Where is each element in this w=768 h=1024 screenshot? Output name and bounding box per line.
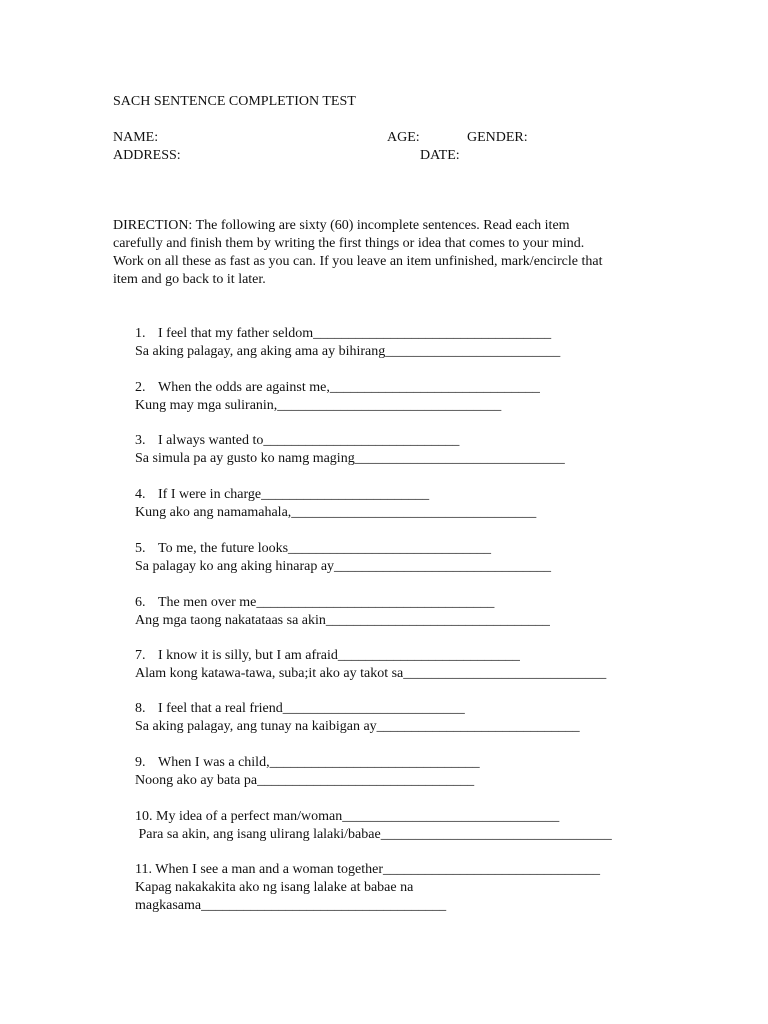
name-label: NAME: xyxy=(113,130,159,145)
list-item xyxy=(135,486,695,522)
item-english xyxy=(135,325,695,343)
item-english xyxy=(135,808,695,826)
direction-line: DIRECTION: The following are sixty (60) incomplete sentences. Read each item xyxy=(113,218,570,233)
item-tagalog: Sa simula pa ay gusto ko namg maging______________________________ xyxy=(135,451,565,466)
list-item xyxy=(135,432,695,468)
list-item xyxy=(135,700,695,736)
item-english-text: I know it is silly, but I am afraid__________________________ xyxy=(158,648,520,663)
item-number: 11. xyxy=(135,862,152,877)
item-tagalog: Kung ako ang namamahala,___________________________________ xyxy=(135,505,537,520)
item-english-text: If I were in charge________________________ xyxy=(158,487,430,502)
item-number: 2. xyxy=(135,380,146,395)
item-tagalog: Kapag nakakakita ako ng isang lalake at babae na xyxy=(135,880,414,895)
direction-line: carefully and finish them by writing the first things or idea that comes to your mind. xyxy=(113,236,585,251)
item-number: 5. xyxy=(135,541,146,556)
item-english xyxy=(135,754,695,772)
item-number: 8. xyxy=(135,701,146,716)
list-item xyxy=(135,754,695,790)
item-english-text: When the odds are against me,______________________________ xyxy=(158,380,540,395)
item-english xyxy=(135,700,695,718)
item-english-text: When I was a child,______________________________ xyxy=(158,755,480,770)
page-title: SACH SENTENCE COMPLETION TEST xyxy=(113,94,356,109)
item-tagalog: Sa palagay ko ang aking hinarap ay_______________________________ xyxy=(135,559,552,574)
gender-label: GENDER: xyxy=(467,130,528,145)
item-tagalog: Para sa akin, ang isang ulirang lalaki/babae_________________________________ xyxy=(135,827,612,842)
item-english xyxy=(135,594,695,612)
item-tagalog: Sa aking palagay, ang aking ama ay bihirang_________________________ xyxy=(135,344,561,359)
item-english-text: I feel that a real friend__________________________ xyxy=(158,701,465,716)
age-label: AGE: xyxy=(387,130,420,145)
list-item xyxy=(135,647,695,683)
item-english-text: When I see a man and a woman together_______________________________ xyxy=(155,862,601,877)
item-english xyxy=(135,647,695,665)
item-english-text: To me, the future looks_____________________________ xyxy=(158,541,492,556)
direction-line: item and go back to it later. xyxy=(113,272,266,287)
item-tagalog-continued: magkasama___________________________________ xyxy=(135,898,447,913)
item-english xyxy=(135,432,695,450)
item-english-text: I always wanted to____________________________ xyxy=(158,433,460,448)
item-english-text: The men over me__________________________________ xyxy=(158,595,495,610)
date-label: DATE: xyxy=(420,148,460,163)
list-item xyxy=(135,594,695,630)
item-number: 10. xyxy=(135,809,153,824)
direction-line: Work on all these as fast as you can. If you leave an item unfinished, mark/encircle that xyxy=(113,254,603,269)
item-english xyxy=(135,540,695,558)
item-number: 7. xyxy=(135,648,146,663)
item-tagalog: Alam kong katawa-tawa, suba;it ako ay takot sa_____________________________ xyxy=(135,666,607,681)
list-item xyxy=(135,861,695,915)
item-number: 6. xyxy=(135,595,146,610)
address-label: ADDRESS: xyxy=(113,148,181,163)
item-english-text: I feel that my father seldom__________________________________ xyxy=(158,326,552,341)
item-english xyxy=(135,861,695,879)
direction-paragraph xyxy=(113,217,653,289)
item-number: 1. xyxy=(135,326,146,341)
item-number: 9. xyxy=(135,755,146,770)
item-tagalog: Sa aking palagay, ang tunay na kaibigan ay_____________________________ xyxy=(135,719,580,734)
list-item xyxy=(135,808,695,844)
item-english-text: My idea of a perfect man/woman_______________________________ xyxy=(156,809,560,824)
list-item xyxy=(135,540,695,576)
item-english xyxy=(135,379,695,397)
list-item xyxy=(135,325,695,361)
item-english xyxy=(135,486,695,504)
item-tagalog: Kung may mga suliranin,________________________________ xyxy=(135,398,502,413)
item-number: 4. xyxy=(135,487,146,502)
list-item xyxy=(135,379,695,415)
item-tagalog: Noong ako ay bata pa_______________________________ xyxy=(135,773,475,788)
item-tagalog: Ang mga taong nakatataas sa akin________________________________ xyxy=(135,613,550,628)
item-number: 3. xyxy=(135,433,146,448)
